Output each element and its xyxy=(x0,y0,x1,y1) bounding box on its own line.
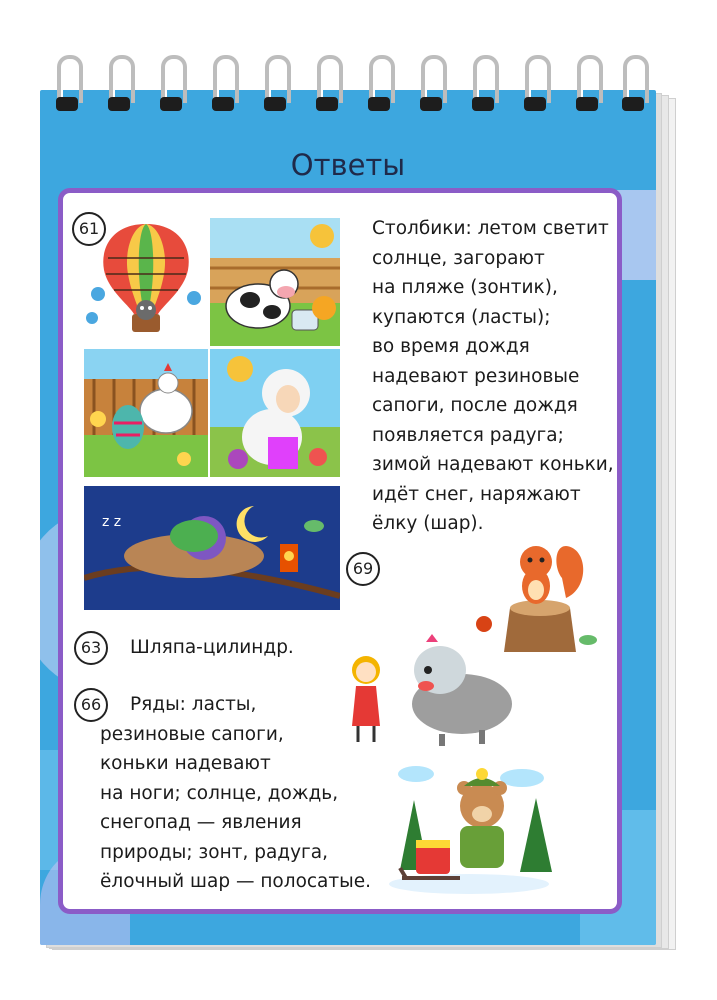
spiral-ring xyxy=(620,55,646,115)
answer-line: солнце, загорают xyxy=(372,247,545,269)
answer-number-63: 63 xyxy=(74,631,108,665)
spiral-ring xyxy=(158,55,184,115)
answer-line: на ноги; солнце, дождь, xyxy=(100,782,339,804)
spiral-ring xyxy=(574,55,600,115)
spiral-ring xyxy=(54,55,80,115)
sheep-illustration xyxy=(210,349,340,477)
answer-line: коньки надевают xyxy=(100,753,271,774)
spiral-ring xyxy=(210,55,236,115)
answer-line: идёт снег, наряжают xyxy=(372,483,581,505)
answer-line: Столбики: летом светит xyxy=(372,218,609,239)
spiral-ring xyxy=(522,55,548,115)
answer-line: сапоги, после дождя xyxy=(372,395,578,416)
spiral-ring xyxy=(314,55,340,115)
answer-line: ёлку (шар). xyxy=(372,513,484,534)
answer-line: природы; зонт, радуга, xyxy=(100,841,328,863)
answer-line: купаются (ласты); xyxy=(372,306,551,328)
spiral-ring xyxy=(262,55,288,115)
answer-number-69: 69 xyxy=(346,552,380,586)
bear-sled-illustration xyxy=(386,760,552,898)
cow-farm-illustration xyxy=(210,218,340,346)
svg-text:z z: z z xyxy=(102,514,122,530)
answer-line: резиновые сапоги, xyxy=(100,723,284,745)
answer-61-text xyxy=(372,214,614,539)
spiral-ring xyxy=(106,55,132,115)
answer-line: Ряды: ласты, xyxy=(130,694,257,715)
spiral-ring xyxy=(470,55,496,115)
owl-nest-illustration xyxy=(84,486,340,610)
answer-63-text: Шляпа-цилиндр. xyxy=(130,637,294,658)
spiral-ring xyxy=(366,55,392,115)
hen-illustration xyxy=(84,349,208,477)
answer-66-text xyxy=(100,690,371,897)
answer-line: появляется радуга; xyxy=(372,424,564,446)
answer-line: зимой надевают коньки, xyxy=(372,454,614,475)
answer-number-61: 61 xyxy=(72,212,106,246)
page-title: Ответы xyxy=(290,148,406,182)
answer-line: снегопад — явления xyxy=(100,812,302,833)
answer-number-66: 66 xyxy=(74,688,108,722)
answer-line: на пляже (зонтик), xyxy=(372,277,558,298)
answer-line: ёлочный шар — полосатые. xyxy=(100,871,372,892)
answer-line: во время дождя xyxy=(372,336,530,357)
answer-line: надевают резиновые xyxy=(372,365,580,387)
spiral-ring xyxy=(418,55,444,115)
